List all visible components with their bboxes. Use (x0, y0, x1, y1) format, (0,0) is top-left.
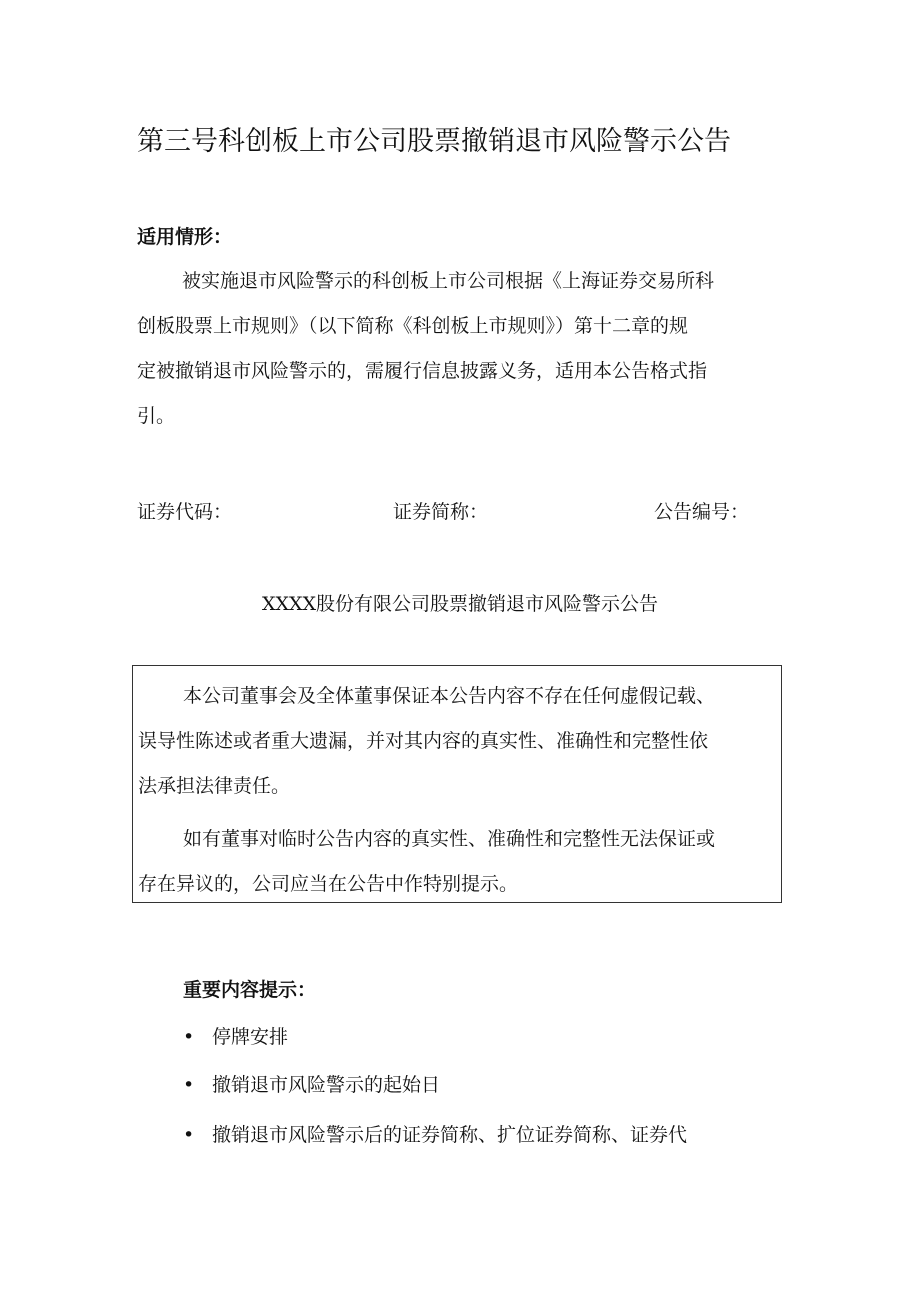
statement-line: 本公司董事会及全体董事保证本公告内容不存在任何虚假记载、 (183, 685, 716, 707)
applicable-line: 被实施退市风险警示的科创板上市公司根据《上海证券交易所科 (182, 270, 715, 292)
applicable-line: 引。 (137, 405, 176, 427)
applicable-heading: 适用情形： (137, 226, 233, 248)
applicable-line: 创板股票上市规则》（以下简称《科创板上市规则》）第十二章的规 (137, 315, 689, 337)
statement-line: 存在异议的，公司应当在公告中作特别提示。 (138, 873, 519, 895)
list-item-text: 停牌安排 (212, 1026, 289, 1048)
list-item-text: 撤销退市风险警示后的证券简称、扩位证券简称、证券代 (212, 1124, 688, 1146)
statement-line: 误导性陈述或者重大遗漏，并对其内容的真实性、准确性和完整性依 (138, 730, 709, 752)
list-item-text: 撤销退市风险警示的起始日 (212, 1074, 441, 1096)
statement-box (132, 665, 782, 903)
statement-line: 法承担法律责任。 (138, 775, 291, 797)
bullet-icon: • (183, 1124, 195, 1146)
security-abbr-label: 证券简称： (393, 501, 489, 523)
statement-line: 如有董事对临时公告内容的真实性、准确性和完整性无法保证或 (183, 828, 716, 850)
applicable-line: 定被撤销退市风险警示的，需履行信息披露义务，适用本公告格式指 (137, 360, 708, 382)
security-code-label: 证券代码： (137, 501, 233, 523)
bullet-icon: • (183, 1026, 195, 1048)
bullet-icon: • (183, 1074, 195, 1096)
security-codes-row (137, 497, 757, 527)
announcement-title: XXXX股份有限公司股票撤销退市风险警示公告 (261, 593, 659, 615)
important-heading: 重要内容提示： (183, 979, 317, 1001)
page-title: 第三号科创板上市公司股票撤销退市风险警示公告 (137, 126, 731, 157)
announcement-no-label: 公告编号： (654, 501, 750, 523)
